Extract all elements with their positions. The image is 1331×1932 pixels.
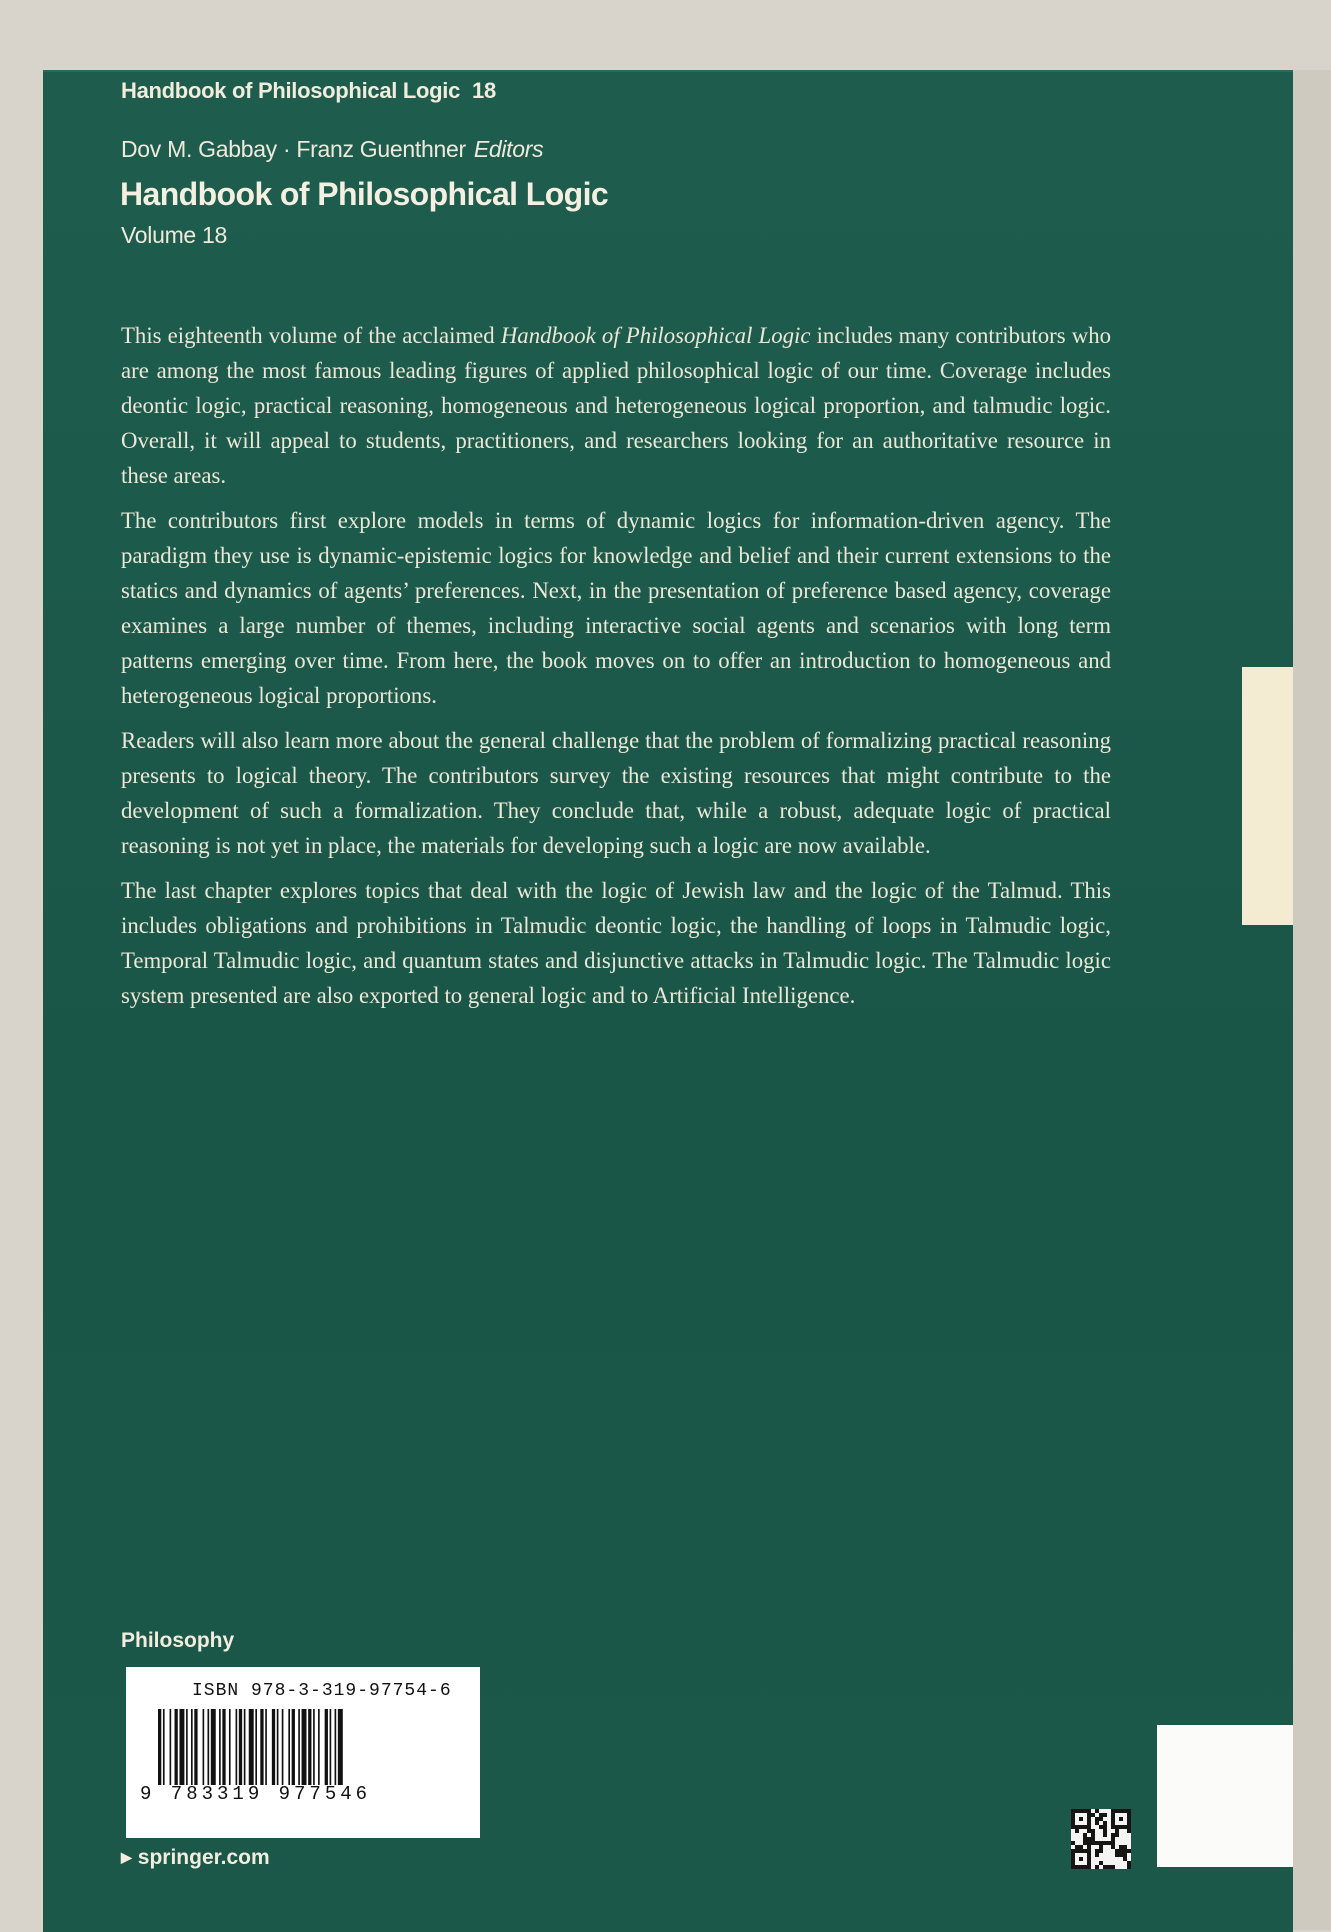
p1-start: This eighteenth volume of the acclaimed — [121, 323, 501, 348]
book-volume: Volume 18 — [121, 222, 227, 248]
description-paragraph-2: The contributors first explore models in terms of dynamic logics for information-driven agency. The paradigm they use is dynamic-epistemic logics for knowledge and belief and their current extensions to the statics and dynamics of agents’ preferences. Next, in the presentation of preference based agency, coverage examines a large number of themes, including interactive social agents and scenarios with long term patterns emerging over time. From here, the book moves on to offer an introduction to homogeneous and heterogeneous logical proportions. — [121, 508, 1111, 708]
barcode-box — [126, 1667, 480, 1838]
series-number: 18 — [472, 78, 496, 103]
p1-italic-title: Handbook of Philosophical Logic — [500, 323, 811, 348]
editors-line — [121, 136, 543, 163]
isbn-label: ISBN 978-3-319-97754-6 — [192, 1681, 452, 1701]
editor-role: Editors — [473, 136, 544, 162]
p1-end: includes many contributors who are among the most famous leading figures of applied philosophical logic of our time. Coverage includes deontic logic, practical reasoning, homogeneous and heterogeneous logical proportion, and talmudic logic. Overall, it will appeal to students, practitioners, and researchers looking for an authoritative resource in these areas. — [121, 323, 1111, 488]
description-paragraph-3: Readers will also learn more about the general challenge that the problem of formalizing practical reasoning presents to logical theory. The contributors survey the existing resources that might contribute to the development of such a formalization. They conclude that, while a robust, adequate logic of practical reasoning is not yet in place, the materials for developing such a logic are now available. — [121, 728, 1111, 858]
description — [121, 318, 1111, 1023]
triangle-arrow-icon: ▶ — [121, 1849, 132, 1865]
book-title: Handbook of Philosophical Logic — [120, 176, 609, 212]
series-title: Handbook of Philosophical Logic — [121, 78, 461, 103]
qr-code-icon — [1071, 1809, 1131, 1869]
barcode-digits: 9 783319 977546 — [140, 1783, 372, 1805]
website-text: springer.com — [137, 1846, 270, 1869]
barcode-bars — [158, 1709, 458, 1785]
editor-names: Dov M. Gabbay · Franz Guenthner — [121, 136, 466, 162]
description-paragraph-1 — [121, 318, 1111, 493]
series-heading — [121, 78, 496, 104]
description-paragraph-4: The last chapter explores topics that deal with the logic of Jewish law and the logic of the Talmud. This includes obligations and prohibitions in Talmudic deontic logic, the handling of loops in Talmudic logic, Temporal Talmudic logic, and quantum states and disjunctive attacks in Talmudic logic. The Talmudic logic system presented are also exported to general logic and to Artificial Intelligence. — [121, 878, 1111, 1008]
white-sticker — [1157, 1725, 1293, 1867]
cover-edge — [1293, 70, 1331, 1930]
publisher-website — [121, 1846, 270, 1870]
subject-category: Philosophy — [121, 1629, 235, 1652]
cream-label-strip — [1242, 667, 1293, 925]
